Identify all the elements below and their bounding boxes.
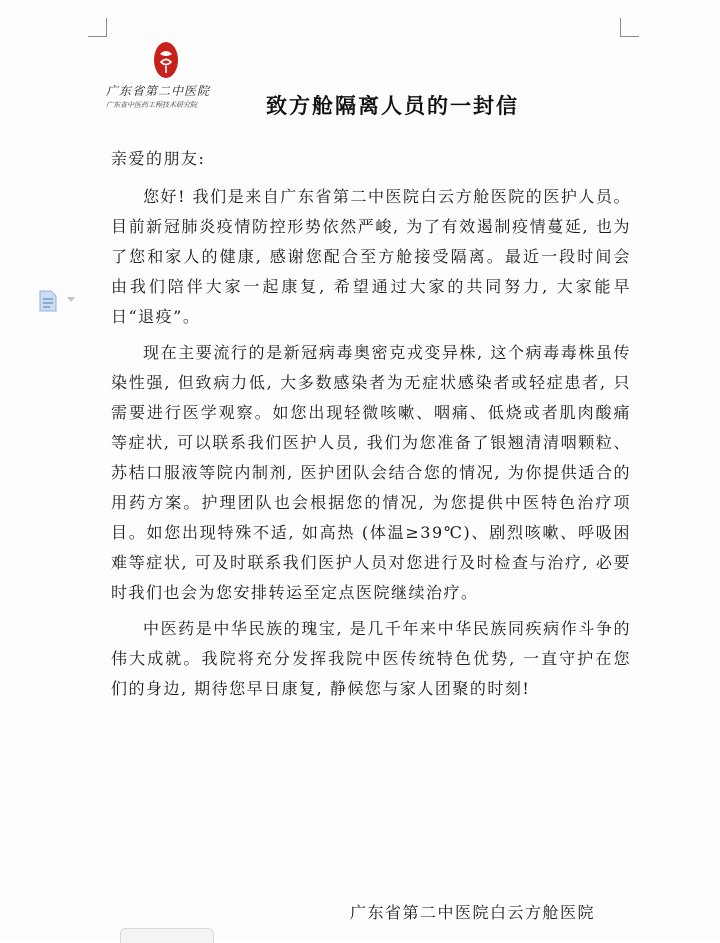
paragraph-symptoms: 现在主要流行的是新冠病毒奥密克戎变异株, 这个病毒毒株虽传染性强, 但致病力低, 大多数感染者为无症状感染者或轻症患者, 只需要进行医学观察。如您出现轻微咳嗽、咽痛、低烧或者肌肉酸痛等症状, 可以联系我们医护人员, 我们为您准备了银翘清清咽颗粒、苏桔口服液等院内制剂, 医护团队会结合您的情况, 为你提供适合的用药方案。护理团队也会根据您的情况, 为您提供中医特色治疗项目。如您出现特殊不适, 如高热 (体温≥39℃)、剧烈咳嗽、呼吸困难等症状, 可及时联系我们医护人员对您进行及时检查与治疗, 必要时我们也会为您安排转运至定点医院继续治疗。 — [111, 343, 631, 602]
crop-mark-top-right — [620, 18, 639, 37]
org-name: 广东省第二中医院 — [106, 84, 211, 98]
page-title: 致方舱隔离人员的一封信 — [266, 94, 519, 118]
signature: 广东省第二中医院白云方舱医院 — [350, 903, 596, 922]
crop-mark-top-left — [88, 18, 107, 37]
org-subtitle: 广东省中医药工程技术研究院 — [106, 101, 197, 109]
hospital-seal-icon — [152, 40, 180, 80]
salutation: 亲爱的朋友: — [111, 149, 206, 168]
paragraph-closing: 中医药是中华民族的瑰宝, 是几千年来中华民族同疾病作斗争的伟大成就。我院将充分发挥我院中医传统特色优势, 一直守护在您们的身边, 期待您早日康复, 静候您与家人团聚的时刻! — [111, 619, 631, 698]
document-icon[interactable] — [38, 290, 58, 312]
paragraph-greeting: 您好! 我们是来自广东省第二中医院白云方舱医院的医护人员。目前新冠肺炎疫情防控形势依然严峻, 为了有效遏制疫情蔓延, 也为了您和家人的健康, 感谢您配合至方舱接受隔离。最近一段时间会由我们陪伴大家一起康复, 希望通过大家的共同努力, 大家能早日“退疫”。 — [111, 187, 631, 326]
letter-body — [111, 144, 631, 710]
page-tab[interactable] — [120, 928, 214, 943]
hospital-logo — [106, 40, 230, 118]
chevron-down-icon[interactable] — [66, 294, 76, 304]
